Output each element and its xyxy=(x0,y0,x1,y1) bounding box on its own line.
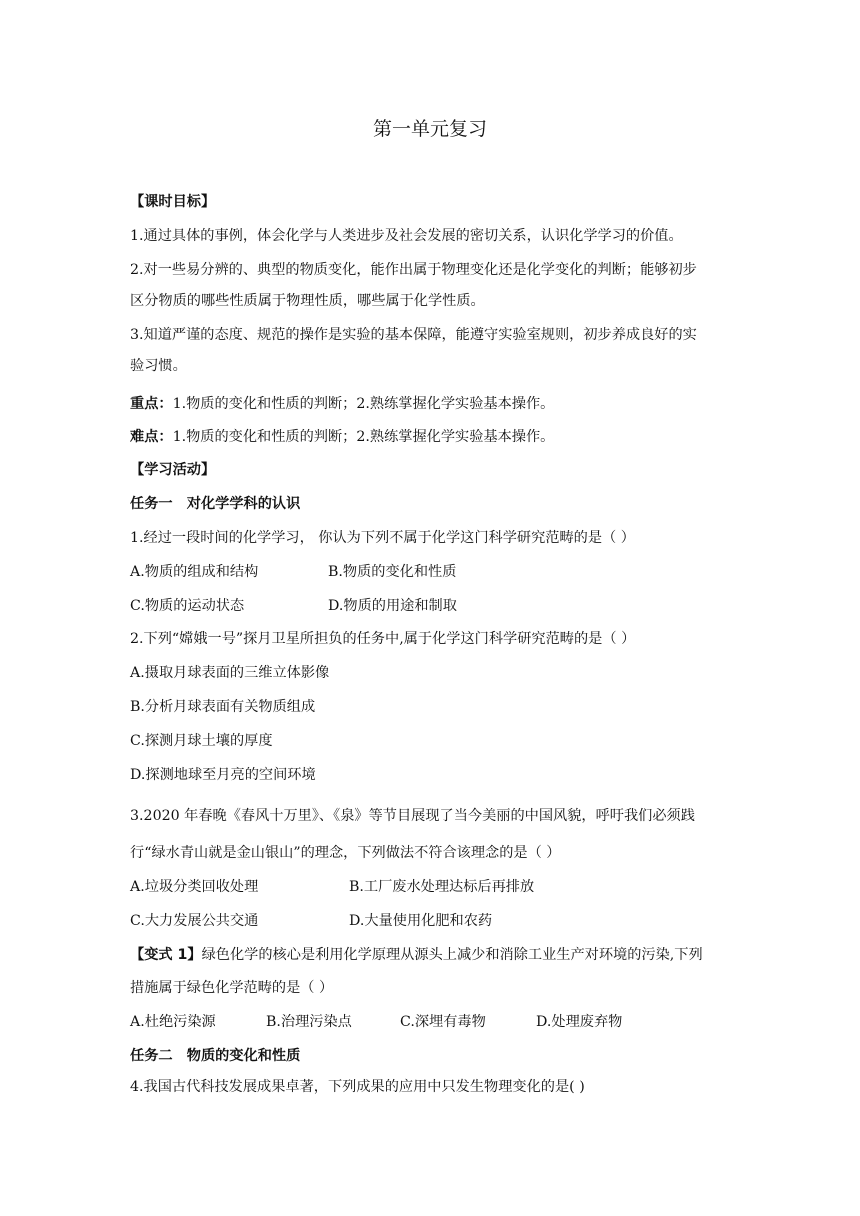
q3-stem-line-2: 行“绿水青山就是金山银山”的理念，下列做法不符合该理念的是（ ） xyxy=(130,845,561,861)
q1-option-b: B.物质的变化和性质 xyxy=(328,564,457,580)
q2-option-a: A.摄取月球表面的三维立体影像 xyxy=(130,665,330,681)
goals-heading: 【课时目标】 xyxy=(130,194,216,210)
variant-option-b: B.治理污染点 xyxy=(266,1014,352,1030)
difficult-label: 难点： xyxy=(130,429,173,445)
goal-line-1: 1.通过具体的事例，体会化学与人类进步及社会发展的密切关系，认识化学学习的价值。 xyxy=(130,228,683,244)
q4-stem: 4.我国古代科技发展成果卓著，下列成果的应用中只发生物理变化的是( ) xyxy=(130,1079,585,1095)
q2-option-b: B.分析月球表面有关物质组成 xyxy=(130,699,316,715)
variant-label: 【变式 1】 xyxy=(130,947,202,963)
difficult-points xyxy=(130,427,735,447)
q2-stem: 2.下列“嫦娥一号”探月卫星所担负的任务中,属于化学这门科学研究范畴的是（ ） xyxy=(130,631,636,647)
page-title: 第一单元复习 xyxy=(372,118,487,140)
task1-heading: 任务一 对化学学科的认识 xyxy=(130,496,301,512)
q3-stem-line-1: 3.2020 年春晚《春风十万里》、《泉》等节目展现了当今美丽的中国风貌，呼吁我们必须践 xyxy=(130,808,695,824)
q1-option-a: A.物质的组成和结构 xyxy=(130,564,259,580)
key-label: 重点： xyxy=(130,396,173,412)
q1-option-d: D.物质的用途和制取 xyxy=(328,598,457,614)
q3-option-b: B.工厂废水处理达标后再排放 xyxy=(349,879,535,895)
key-text: 1.物质的变化和性质的判断；2.熟练掌握化学实验基本操作。 xyxy=(172,396,555,412)
variant-text: 绿色化学的核心是利用化学原理从源头上减少和消除工业生产对环境的污染,下列 xyxy=(201,947,703,963)
q2-option-d: D.探测地球至月亮的空间环境 xyxy=(130,767,316,783)
variant-line-1 xyxy=(130,945,735,965)
variant-option-d: D.处理废弃物 xyxy=(536,1014,623,1030)
activities-heading: 【学习活动】 xyxy=(130,462,216,478)
variant-option-c: C.深埋有毒物 xyxy=(400,1014,486,1030)
difficult-text: 1.物质的变化和性质的判断；2.熟练掌握化学实验基本操作。 xyxy=(172,429,555,445)
q3-option-d: D.大量使用化肥和农药 xyxy=(349,913,493,929)
q3-option-c: C.大力发展公共交通 xyxy=(130,913,259,929)
q1-option-c: C.物质的运动状态 xyxy=(130,598,245,614)
q1-stem: 1.经过一段时间的化学学习， 你认为下列不属于化学这门科学研究范畴的是（ ） xyxy=(130,530,635,546)
key-points xyxy=(130,394,735,414)
goal-line-4: 3.知道严谨的态度、规范的操作是实验的基本保障，能遵守实验室规则，初步养成良好的实 xyxy=(130,327,697,343)
q3-option-a: A.垃圾分类回收处理 xyxy=(130,879,259,895)
goal-line-3: 区分物质的哪些性质属于物理性质，哪些属于化学性质。 xyxy=(130,293,485,309)
variant-option-a: A.杜绝污染源 xyxy=(130,1014,216,1030)
goal-line-2: 2.对一些易分辨的、典型的物质变化，能作出属于物理变化还是化学变化的判断；能够初步 xyxy=(130,262,697,278)
task2-heading: 任务二 物质的变化和性质 xyxy=(130,1048,301,1064)
variant-line-2: 措施属于绿色化学范畴的是（ ） xyxy=(130,980,334,996)
goal-line-5: 验习惯。 xyxy=(130,358,187,374)
q2-option-c: C.探测月球土壤的厚度 xyxy=(130,733,273,749)
